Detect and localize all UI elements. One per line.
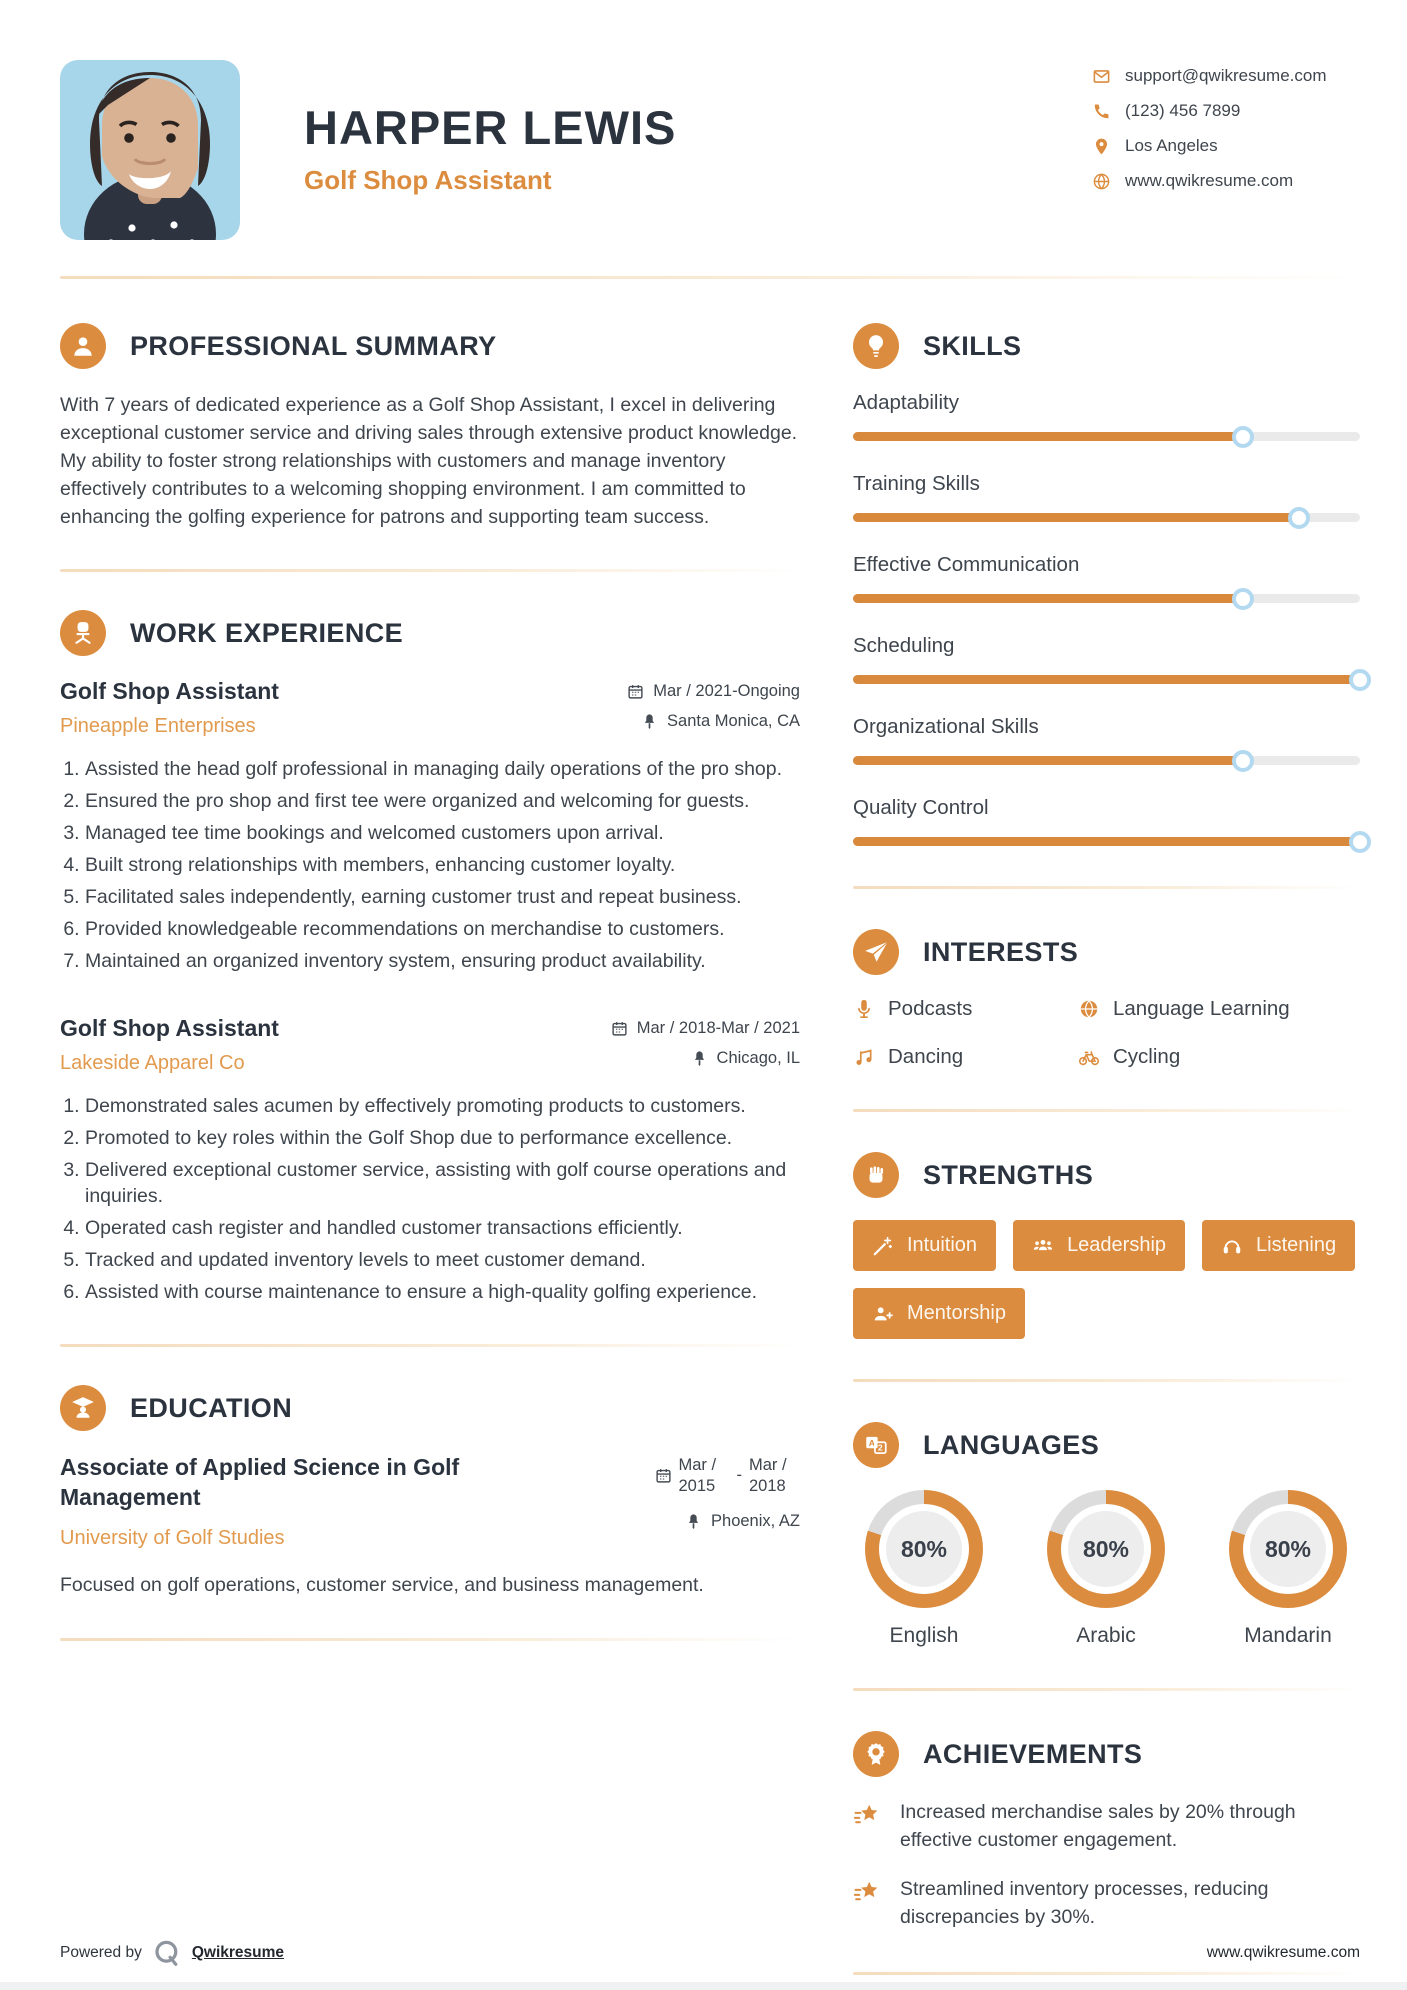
job-date-text: Mar / 2021-Ongoing	[653, 682, 800, 701]
interests-grid	[853, 997, 1360, 1069]
skills-title: SKILLS	[923, 330, 1022, 361]
job-bullet: 6. Provided knowledgeable recommendations on merchandise to customers.	[85, 916, 800, 943]
job-bullet: 2. Promoted to key roles within the Golf Shop due to performance excellence.	[85, 1125, 800, 1152]
globe-icon	[1092, 172, 1111, 191]
left-divider-2	[60, 1344, 800, 1347]
languages-section-heading	[853, 1422, 1360, 1468]
skill-slider-knob[interactable]	[1349, 669, 1371, 691]
graduate-icon	[60, 1385, 106, 1431]
contact-email[interactable]	[1092, 66, 1360, 86]
skill-slider-knob[interactable]	[1232, 426, 1254, 448]
mail-icon	[1092, 67, 1111, 86]
microphone-icon	[853, 998, 875, 1020]
interest-label: Cycling	[1113, 1045, 1181, 1068]
candidate-name: HARPER LEWIS	[304, 101, 677, 154]
skill-slider-knob[interactable]	[1232, 588, 1254, 610]
svg-text:A: A	[868, 1437, 876, 1448]
education-location	[685, 1512, 800, 1531]
work-section-heading	[60, 610, 800, 656]
candidate-title: Golf Shop Assistant	[304, 165, 552, 195]
summary-title: PROFESSIONAL SUMMARY	[130, 330, 497, 361]
interests-title: INTERESTS	[923, 936, 1079, 967]
phone-icon	[1092, 102, 1111, 121]
achievements-section-heading	[853, 1731, 1360, 1777]
interest-label: Dancing	[888, 1045, 964, 1068]
left-divider-1	[60, 569, 800, 572]
left-column	[60, 323, 800, 1990]
powered-by-label: Powered by	[60, 1944, 142, 1961]
contact-website-text: www.qwikresume.com	[1125, 171, 1294, 190]
strength-label: Leadership	[1067, 1234, 1167, 1256]
fist-icon	[853, 1152, 899, 1198]
interest-label: Language Learning	[1113, 997, 1290, 1020]
right-divider-4	[853, 1688, 1360, 1691]
achievement-item	[853, 1876, 1360, 1931]
strength-label: Mentorship	[907, 1302, 1006, 1324]
shooting-star-icon	[853, 1878, 883, 1908]
strengths-badges	[853, 1220, 1360, 1339]
job-title: Golf Shop Assistant	[60, 678, 279, 705]
skill-bar	[853, 756, 1360, 765]
svg-text:2: 2	[877, 1442, 883, 1453]
header	[60, 60, 1360, 240]
job-company: Pineapple Enterprises	[60, 715, 256, 738]
skill-name: Scheduling	[853, 634, 955, 657]
job-location-text: Chicago, IL	[716, 1048, 800, 1067]
right-divider-5	[853, 1972, 1360, 1975]
globe-icon	[1078, 998, 1100, 1020]
skills-section-heading	[853, 323, 1360, 369]
education-date-end: Mar / 2018	[749, 1456, 787, 1495]
job-bullet: 4. Operated cash register and handled customer transactions efficiently.	[85, 1215, 800, 1242]
skill-name: Organizational Skills	[853, 715, 1039, 738]
language-name: English	[889, 1624, 959, 1647]
right-divider-3	[853, 1379, 1360, 1382]
skill-item	[853, 715, 1360, 765]
strengths-section-heading	[853, 1152, 1360, 1198]
language-gauge	[1047, 1490, 1165, 1608]
qwikresume-link[interactable]: Qwikresume	[191, 1944, 285, 1961]
interest-label: Podcasts	[888, 997, 973, 1020]
job-bullet: 6. Assisted with course maintenance to ensure a high-quality golfing experience.	[85, 1279, 800, 1306]
bicycle-icon	[1078, 1046, 1100, 1068]
strength-badge	[853, 1288, 1025, 1339]
education-school: University of Golf Studies	[60, 1526, 285, 1549]
skill-item	[853, 634, 1360, 684]
achievement-item	[853, 1799, 1360, 1854]
job-bullet: 3. Managed tee time bookings and welcomed customers upon arrival.	[85, 820, 800, 847]
job-dates	[611, 1019, 800, 1038]
skill-name: Effective Communication	[853, 553, 1080, 576]
job-bullet: 5. Tracked and updated inventory levels to meet customer demand.	[85, 1247, 800, 1274]
job-bullet: 2. Ensured the pro shop and first tee were organized and welcoming for guests.	[85, 788, 800, 815]
footer-website[interactable]: www.qwikresume.com	[1206, 1944, 1360, 1961]
language-name: Arabic	[1076, 1624, 1136, 1647]
footer	[60, 1938, 1360, 1968]
music-note-icon	[853, 1046, 875, 1068]
strength-badge	[1202, 1220, 1355, 1271]
job-title: Golf Shop Assistant	[60, 1014, 279, 1041]
job-bullet: 4. Built strong relationships with members, enhancing customer loyalty.	[85, 852, 800, 879]
page-edge	[0, 1982, 1407, 1990]
skill-item	[853, 472, 1360, 522]
contact-location-text: Los Angeles	[1125, 136, 1218, 155]
job-date-text: Mar / 2018-Mar / 2021	[636, 1018, 800, 1037]
profile-photo	[60, 60, 240, 240]
skill-bar-fill	[853, 594, 1243, 603]
job-bullet-list	[60, 1093, 800, 1306]
skill-bar	[853, 837, 1360, 846]
job-bullet-list	[60, 756, 800, 974]
skill-bar-fill	[853, 432, 1243, 441]
skill-name: Training Skills	[853, 472, 980, 495]
language-gauge	[1229, 1490, 1347, 1608]
strength-label: Listening	[1256, 1234, 1337, 1256]
job-entry	[60, 1015, 800, 1306]
language-item	[1217, 1490, 1359, 1648]
qwikresume-logo-icon	[152, 1938, 182, 1968]
job-bullet: 1. Assisted the head golf professional in managing daily operations of the pro shop.	[85, 756, 800, 783]
work-title: WORK EXPERIENCE	[130, 617, 404, 648]
right-column	[853, 323, 1360, 1990]
headphones-icon	[1221, 1235, 1243, 1257]
translate-icon	[853, 1422, 899, 1468]
lightbulb-icon	[853, 323, 899, 369]
calendar-icon	[627, 683, 644, 700]
job-dates	[627, 682, 800, 701]
skill-slider-knob[interactable]	[1349, 831, 1371, 853]
education-section-heading	[60, 1385, 800, 1431]
strength-badge	[1013, 1220, 1185, 1271]
skill-item	[853, 391, 1360, 441]
person-plus-icon	[872, 1303, 894, 1325]
strength-label: Intuition	[907, 1234, 978, 1256]
right-divider-1	[853, 886, 1360, 889]
skill-bar-fill	[853, 513, 1299, 522]
skill-name: Adaptability	[853, 391, 959, 414]
contact-list	[1092, 60, 1360, 191]
skill-bar	[853, 432, 1360, 441]
skill-bar-fill	[853, 837, 1360, 846]
award-icon	[853, 1731, 899, 1777]
paper-plane-icon	[853, 929, 899, 975]
language-item	[853, 1490, 995, 1648]
job-location-text: Santa Monica, CA	[667, 712, 800, 731]
summary-text: With 7 years of dedicated experience as a Golf Shop Assistant, I excel in delivering exceptional customer service and driving sales through extensive product knowledge. My ability to foster strong relationships with customers and manage inventory effectively contributes to a welcoming shopping environment. I am committed to enhancing the golfing experience for patrons and supporting team success.	[60, 394, 798, 529]
achievement-text: Increased merchandise sales by 20% through effective customer engagement.	[900, 1801, 1296, 1851]
languages-row	[853, 1490, 1360, 1648]
skill-slider-knob[interactable]	[1232, 750, 1254, 772]
job-bullet: 1. Demonstrated sales acumen by effectively promoting products to customers.	[85, 1093, 800, 1120]
interest-item	[1078, 997, 1360, 1021]
skill-bar	[853, 675, 1360, 684]
person-portrait-illustration	[60, 60, 240, 240]
interests-section-heading	[853, 929, 1360, 975]
language-percent: 80%	[1068, 1511, 1144, 1587]
wand-icon	[872, 1235, 894, 1257]
language-percent: 80%	[886, 1511, 962, 1587]
pushpin-icon	[691, 1050, 708, 1067]
contact-location	[1092, 136, 1360, 156]
achievements-title: ACHIEVEMENTS	[923, 1738, 1143, 1769]
skill-bar-fill	[853, 756, 1243, 765]
job-entry	[60, 678, 800, 974]
education-date-start: Mar / 2015	[678, 1456, 717, 1495]
header-divider	[60, 276, 1360, 279]
location-icon	[1092, 137, 1111, 156]
team-icon	[1032, 1235, 1054, 1257]
language-gauge	[865, 1490, 983, 1608]
education-date-separator: -	[736, 1466, 742, 1485]
education-dates	[655, 1455, 801, 1496]
skill-item	[853, 796, 1360, 846]
interest-item	[1078, 1045, 1360, 1069]
job-company: Lakeside Apparel Co	[60, 1051, 245, 1074]
education-location-text: Phoenix, AZ	[711, 1512, 800, 1531]
interest-item	[853, 1045, 1078, 1069]
job-location	[691, 1049, 800, 1068]
skill-item	[853, 553, 1360, 603]
interest-item	[853, 997, 1078, 1021]
strengths-title: STRENGTHS	[923, 1159, 1094, 1190]
skill-bar	[853, 513, 1360, 522]
shooting-star-icon	[853, 1801, 883, 1831]
summary-section-heading	[60, 323, 800, 369]
education-entry	[60, 1453, 800, 1550]
achievement-text: Streamlined inventory processes, reducing discrepancies by 30%.	[900, 1878, 1269, 1929]
skill-slider-knob[interactable]	[1288, 507, 1310, 529]
contact-phone-text: (123) 456 7899	[1125, 101, 1241, 120]
skill-bar	[853, 594, 1360, 603]
strength-badge	[853, 1220, 996, 1271]
contact-email-text: support@qwikresume.com	[1125, 66, 1327, 85]
language-name: Mandarin	[1244, 1624, 1332, 1647]
job-location	[641, 712, 800, 731]
office-chair-icon	[60, 610, 106, 656]
skill-bar-fill	[853, 675, 1360, 684]
job-bullet: 3. Delivered exceptional customer service, assisting with golf course operations and inquiries.	[85, 1157, 800, 1211]
language-item	[1035, 1490, 1177, 1648]
calendar-icon	[611, 1020, 628, 1037]
right-divider-2	[853, 1109, 1360, 1112]
contact-phone[interactable]	[1092, 101, 1360, 121]
languages-title: LANGUAGES	[923, 1429, 1100, 1460]
education-degree: Associate of Applied Science in Golf Management	[60, 1454, 460, 1510]
contact-website[interactable]	[1092, 171, 1360, 191]
calendar-icon	[655, 1467, 672, 1484]
skill-name: Quality Control	[853, 796, 989, 819]
user-icon	[60, 323, 106, 369]
identity-block	[304, 60, 676, 196]
education-description: Focused on golf operations, customer service, and business management.	[60, 1573, 704, 1596]
education-title: EDUCATION	[130, 1392, 293, 1423]
language-percent: 80%	[1250, 1511, 1326, 1587]
job-bullet: 5. Facilitated sales independently, earning customer trust and repeat business.	[85, 884, 800, 911]
left-divider-3	[60, 1638, 800, 1641]
pushpin-icon	[685, 1513, 702, 1530]
pushpin-icon	[641, 713, 658, 730]
job-bullet: 7. Maintained an organized inventory system, ensuring product availability.	[85, 948, 800, 975]
